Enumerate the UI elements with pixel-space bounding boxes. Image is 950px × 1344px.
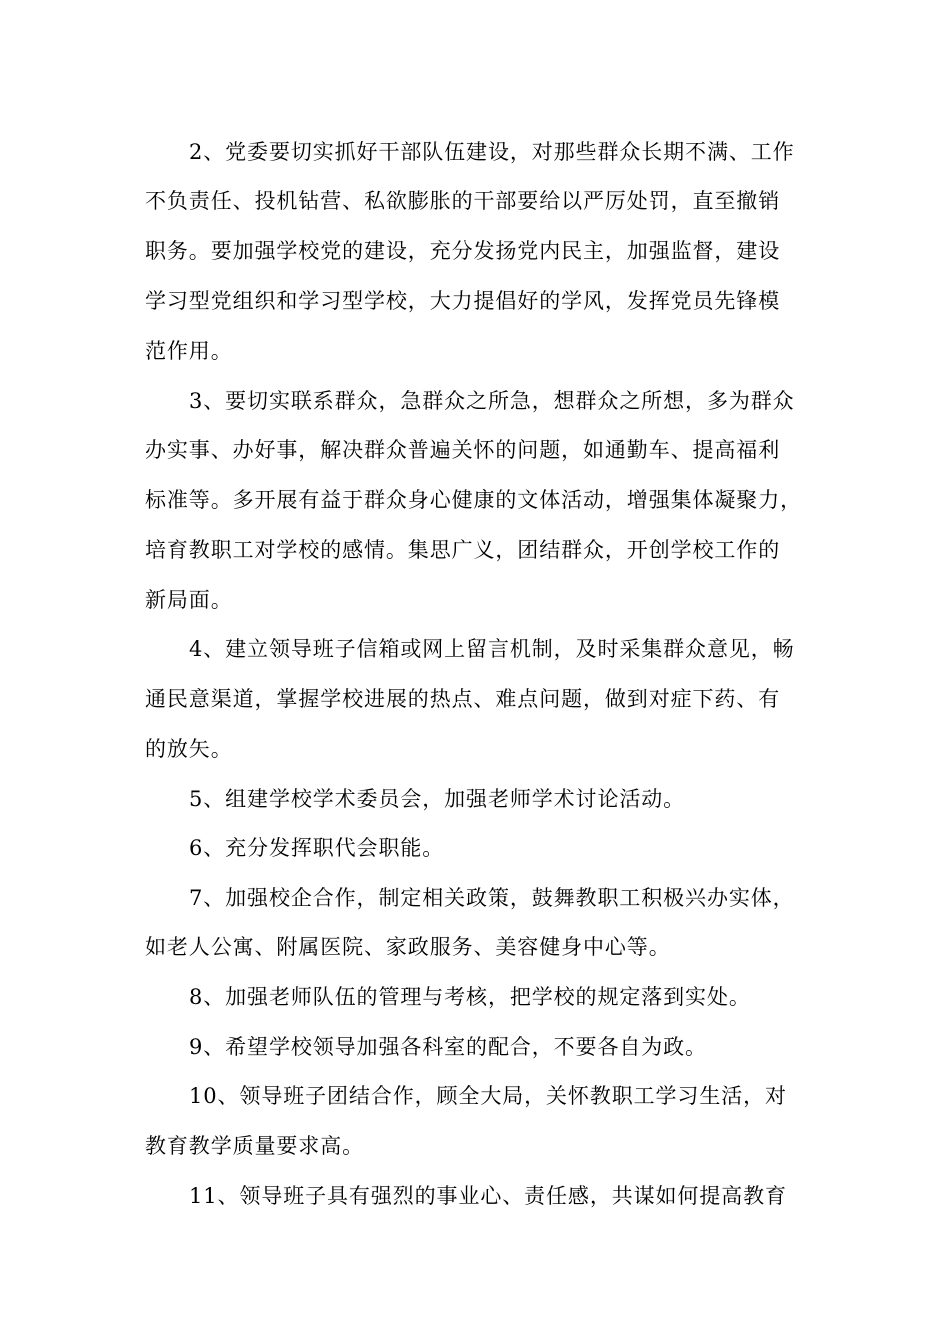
- paragraph-5-line-1: 5、组建学校学术委员会，加强老师学术讨论活动。: [189, 787, 686, 811]
- paragraph-2-line-4: 学习型党组织和学习型学校，大力提倡好的学风，发挥党员先锋模: [145, 289, 781, 313]
- paragraph-3-line-1: 3、要切实联系群众，急群众之所急，想群众之所想，多为群众: [189, 389, 795, 413]
- paragraph-10-line-1: 10、领导班子团结合作，顾全大局，关怀教职工学习生活，对: [189, 1084, 787, 1108]
- paragraph-7-line-1: 7、加强校企合作，制定相关政策，鼓舞教职工积极兴办实体，: [189, 886, 795, 910]
- paragraph-9-line-1: 9、希望学校领导加强各科室的配合，不要各自为政。: [189, 1035, 707, 1059]
- paragraph-2-line-3: 职务。要加强学校党的建设，充分发扬党内民主，加强监督，建设: [145, 239, 781, 263]
- paragraph-4-line-1: 4、建立领导班子信箱或网上留言机制，及时采集群众意见，畅: [189, 637, 795, 661]
- paragraph-6-line-1: 6、充分发挥职代会职能。: [189, 836, 445, 860]
- paragraph-8-line-1: 8、加强老师队伍的管理与考核，把学校的规定落到实处。: [189, 985, 751, 1009]
- paragraph-3-line-5: 新局面。: [145, 588, 233, 612]
- paragraph-2-line-2: 不负责任、投机钻营、私欲膨胀的干部要给以严厉处罚，直至撤销: [145, 189, 781, 213]
- paragraph-3-line-3: 标准等。多开展有益于群众身心健康的文体活动，增强集体凝聚力，: [145, 488, 802, 512]
- paragraph-4-line-2: 通民意渠道，掌握学校进展的热点、难点问题，做到对症下药、有: [145, 687, 781, 711]
- paragraph-11-line-1: 11、领导班子具有强烈的事业心、责任感，共谋如何提高教育: [189, 1184, 787, 1208]
- paragraph-3-line-4: 培育教职工对学校的感情。集思广义，团结群众，开创学校工作的: [145, 538, 781, 562]
- paragraph-2-line-1: 2、党委要切实抓好干部队伍建设，对那些群众长期不满、工作: [189, 140, 795, 164]
- paragraph-10-line-2: 教育教学质量要求高。: [145, 1134, 364, 1158]
- paragraph-2-line-5: 范作用。: [145, 339, 233, 363]
- paragraph-4-line-3: 的放矢。: [145, 737, 233, 761]
- paragraph-3-line-2: 办实事、办好事，解决群众普遍关怀的问题，如通勤车、提高福利: [145, 438, 781, 462]
- paragraph-7-line-2: 如老人公寓、附属医院、家政服务、美容健身中心等。: [145, 935, 671, 959]
